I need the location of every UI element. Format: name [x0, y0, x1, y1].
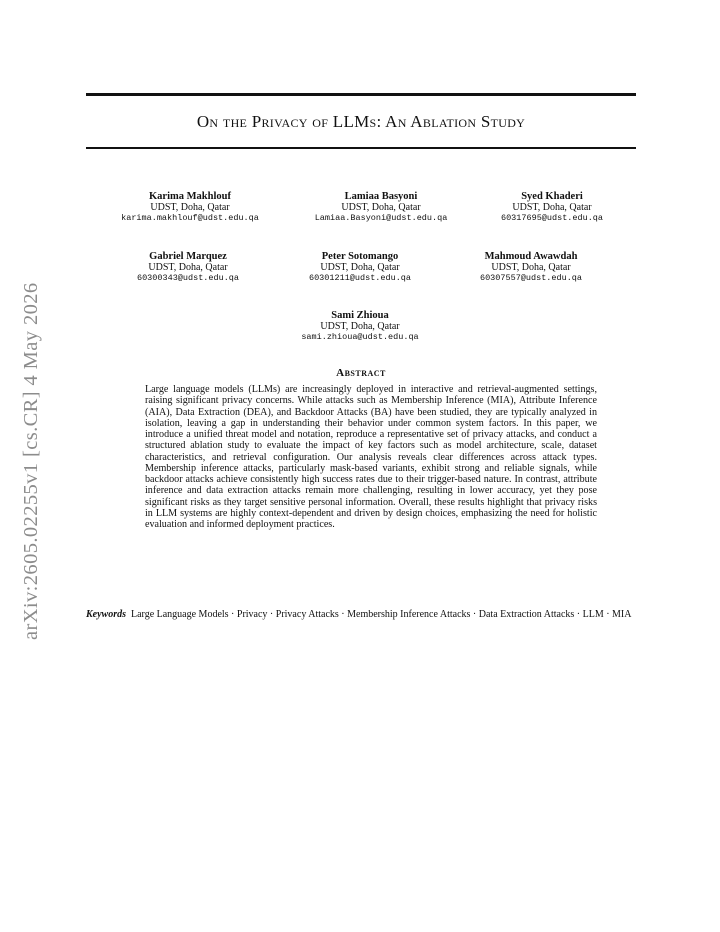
- author-email[interactable]: 60317695@udst.edu.qa: [500, 213, 604, 223]
- author-name: Peter Sotomango: [321, 251, 399, 262]
- author-affiliation: UDST, Doha, Qatar: [320, 321, 400, 332]
- author-block: [431, 251, 631, 284]
- author-affiliation: UDST, Doha, Qatar: [148, 262, 228, 273]
- author-name: Syed Khaderi: [521, 191, 583, 202]
- author-email[interactable]: karima.makhlouf@udst.edu.qa: [121, 213, 259, 223]
- author-block: [90, 191, 290, 224]
- paper-title: On the Privacy of LLMs: An Ablation Study: [196, 112, 526, 131]
- title-bottom-rule: [86, 147, 636, 149]
- author-name: Karima Makhlouf: [149, 191, 231, 202]
- author-name: Sami Zhioua: [331, 310, 389, 321]
- author-email[interactable]: sami.zhioua@udst.edu.qa: [301, 332, 419, 342]
- author-email[interactable]: 60300343@udst.edu.qa: [136, 273, 240, 283]
- author-block: [281, 191, 481, 224]
- author-block: [260, 310, 460, 343]
- author-block: [88, 251, 288, 284]
- author-name: Gabriel Marquez: [149, 251, 227, 262]
- author-affiliation: UDST, Doha, Qatar: [512, 202, 592, 213]
- author-email[interactable]: Lamiaa.Basyoni@udst.edu.qa: [314, 213, 448, 223]
- abstract-text: Large language models (LLMs) are increasingly deployed in interactive and retrieval-augmented settings, raising significant privacy concerns. While attacks such as Membership Inference (MIA), Attribute Inference (AIA), Data Extraction (DEA), and Backdoor Attacks (BA) have been studied, they are typically analyzed in isolation, leaving a gap in understanding their behavior under common system factors. In this paper, we introduce a unified threat model and notation, reproduce a representative set of privacy attacks, and conduct a structured ablation study to evaluate the impact of key factors such as model architecture, scale, dataset characteristics, and retrieval configuration. Our analysis reveals clear differences across attack types. Membership inference attacks, particularly mask-based variants, exhibit strong and reliable signals, while backdoor attacks achieve consistently high success rates due to their trigger-based nature. In contrast, attribute inference and data extraction attacks remain more challenging, resulting in lower accuracy, yet they pose significant risks as they target sensitive personal information. Overall, these results highlight that privacy risks in LLM systems are highly context-dependent and driven by design choices, emphasizing the need for holistic evaluation and informed deployment practices.: [145, 384, 597, 530]
- keywords-section: [86, 609, 646, 621]
- title-top-rule: [86, 93, 636, 96]
- author-affiliation: UDST, Doha, Qatar: [341, 202, 421, 213]
- author-affiliation: UDST, Doha, Qatar: [491, 262, 571, 273]
- keywords-text: Large Language Models · Privacy · Privacy Attacks · Membership Inference Attacks · Data Extraction Attacks · LLM · MIA: [131, 609, 632, 620]
- author-block: [260, 251, 460, 284]
- author-block: [452, 191, 652, 224]
- author-name: Lamiaa Basyoni: [344, 191, 418, 202]
- arxiv-stamp: arXiv:2605.02255v1 [cs.CR] 4 May 2026: [20, 282, 42, 640]
- author-affiliation: UDST, Doha, Qatar: [320, 262, 400, 273]
- abstract-heading: Abstract: [336, 367, 386, 379]
- author-name: Mahmoud Awawdah: [484, 251, 578, 262]
- keywords-label: Keywords: [86, 609, 126, 620]
- author-affiliation: UDST, Doha, Qatar: [150, 202, 230, 213]
- author-email[interactable]: 60307557@udst.edu.qa: [479, 273, 583, 283]
- author-email[interactable]: 60301211@udst.edu.qa: [308, 273, 412, 283]
